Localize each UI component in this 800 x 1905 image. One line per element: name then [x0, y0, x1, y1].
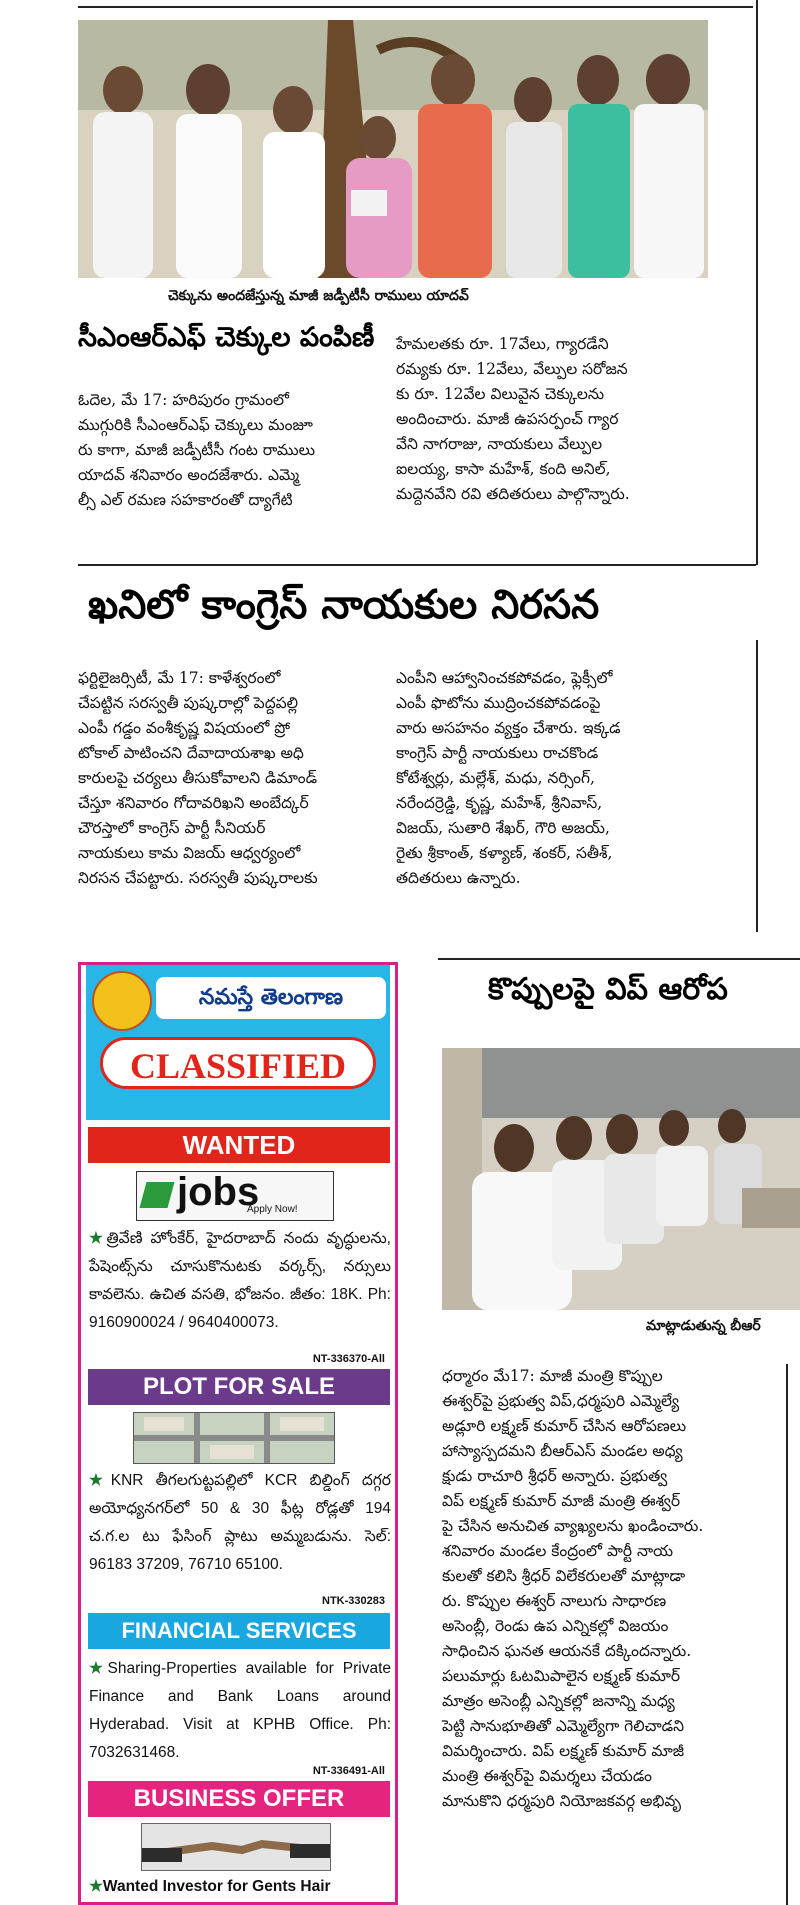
- plot-band: PLOT FOR SALE: [88, 1369, 390, 1405]
- jobs-logo-text: jobs: [177, 1170, 260, 1214]
- story3-caption: మాట్లాడుతున్న బీఆర్: [646, 1318, 761, 1334]
- wanted-body: త్రివేణి హోంకేర్, హైదరాబాద్ నందు వృద్ధులను, పేషెంట్స్‌ను చూసుకొనుటకు వర్కర్స్, నర్సులు కావలెను. ఉచిత వసతి, భోజనం. జీతం: 18K. Ph: 9160900024 / 9640400073.: [89, 1230, 391, 1331]
- story3-right-rule: [786, 1364, 788, 1905]
- story3-body-text: ధర్మారం మే17: మాజీ మంత్రి కొప్పుల ఈశ్వర్‌పై ప్రభుత్వ విప్,ధర్మపురి ఎమ్మెల్యే అడ్లూరి లక్ష్మణ్ కుమార్ చేసిన ఆరోపణలు హాస్యాస్పదమని బీఆర్ఎస్ మండల అధ్య క్షుడు రాచూరి శ్రీధర్ అన్నారు. ప్రభుత్వ విప్ లక్ష్మణ్ కుమార్ మాజీ మంత్రి ఈశ్వర్ పై చేసిన అనుచిత వ్యాఖ్యలను ఖండించారు. శనివారం మండల కేంద్రంలో పార్టీ నాయ కులతో కలిసి శ్రీధర్ విలేకరులతో మాట్లాడా రు. కొప్పుల ఈశ్వర్ నాలుగు సాధారణ అసెంబ్లీ, రెండు ఉప ఎన్నికల్లో విజయం సాధించిన ఘనత ఆయనకే దక్కిందన్నారు. పలుమార్లు ఓటమిపాలైన లక్ష్మణ్ కుమార్ మాత్రం అసెంబ్లీ ఎన్నికల్లో జనాన్ని మధ్య పెట్టి సానుభూతితో ఎమ్మెల్యేగా గెలిచాడని విమర్శించారు. విప్ లక్ష్మణ్ కుమార్ మాజీ మంత్రి ఈశ్వర్‌పై విమర్శలు చేయడం మానుకొని ధర్మపురి నియోజకవర్గ అభివృ: [442, 1367, 704, 1810]
- jobs-logo-tagline: Apply Now!: [247, 1204, 298, 1215]
- financial-band: FINANCIAL SERVICES: [88, 1613, 390, 1649]
- story2-col2-text: ఎంపీని ఆహ్వానించకపోవడం, ఫ్లెక్సీలో ఎంపీ ఫొటోను ముద్రించకపోవడంపై వారు అసహనం వ్యక్తం చేశారు. ఇక్కడ కాంగ్రెస్ పార్టీ నాయకులు రాచకొండ కోటేశ్వర్లు, మల్లేశ్, మధు, నర్సింగ్, నరేందర్రెడ్డి, కృష్ణ, మహేశ్, శ్రీనివాస్, విజయ్, సుతారి శేఖర్, గౌరి అజయ్, రైతు శ్రీకాంత్, కళ్యాణ్, శంకర్, సతీశ్, తదితరులు ఉన్నారు.: [396, 669, 621, 887]
- classified-ad: [78, 962, 398, 1905]
- story3-photo: [442, 1048, 800, 1310]
- plot-body: KNR తీగలగుట్టపల్లిలో KCR బిల్డింగ్ దగ్గర అయోధ్యనగర్‌లో 50 & 30 ఫీట్ల రోడ్లతో 194 చ.గ.ల టు ఫేసింగ్ ప్లాటు అమ్మబడును. సెల్: 96183 37209, 76710 65100.: [89, 1472, 391, 1573]
- plot-text: [89, 1467, 391, 1579]
- story2-headline: ఖనిలో కాంగ్రెస్ నాయకుల నిరసన: [88, 582, 600, 628]
- masthead-title: నమస్తే తెలంగాణ: [156, 977, 386, 1019]
- story2-col1-text: ఫర్టిలైజర్సిటీ, మే 17: కాళేశ్వరంలో చేపట్టిన సరస్వతీ పుష్కరాల్లో పెద్దపల్లి ఎంపీ గడ్డం వంశీకృష్ణ విషయంలో ప్రో టోకాల్ పాటించని దేవాదాయశాఖ అధి కారులపై చర్యలు తీసుకోవాలని డిమాండ్ చేస్తూ శనివారం గోదావరిఖని అంబేద్కర్ చౌరస్తాలో కాంగ్రెస్ పార్టీ సీనియర్ నాయకులు కామ విజయ్ ఆధ్వర్యంలో నిరసన చేపట్టారు. సరస్వతీ పుష్కరాలకు: [78, 669, 318, 887]
- classified-title: CLASSIFIED: [100, 1037, 376, 1089]
- story1-headline: సీఎంఆర్ఎఫ్ చెక్కుల పంపిణీ: [78, 322, 375, 353]
- handshake-image: [141, 1823, 331, 1871]
- financial-ref: NT-336491-All: [312, 1765, 385, 1777]
- star-icon: ★: [89, 1472, 111, 1489]
- financial-body: Sharing-Properties available for Private Finance and Bank Loans around Hyderabad. Visit at KPHB Office. Ph: 7032631468.: [89, 1660, 391, 1761]
- plot-ref: NTK-330283: [322, 1595, 385, 1607]
- story2-column-1: [78, 666, 378, 891]
- goddess-emblem-icon: [92, 971, 152, 1031]
- story3-headline: కొప్పులపై విప్ ఆరోప: [488, 972, 728, 1007]
- wanted-band: WANTED: [88, 1127, 390, 1163]
- jobs-logo: [136, 1171, 334, 1221]
- wanted-ref: NT-336370-All: [312, 1353, 385, 1365]
- story1-col1-text: ఓదెల, మే 17: హరిపురం గ్రామంలో ముగ్గురికి సీఎంఆర్ఎఫ్ చెక్కులు మంజూ రు కాగా, మాజీ జడ్పీటీసీ గంట రాములు యాదవ్ శనివారం అందజేశారు. ఎమ్మె ల్సీ ఎల్ రమణ సహకారంతో ద్యాగేటి: [78, 391, 315, 509]
- classified-header: [86, 965, 390, 1120]
- column-rule-right: [756, 0, 758, 565]
- meeting-photo-illustration: [442, 1048, 800, 1310]
- business-band: BUSINESS OFFER: [88, 1781, 390, 1817]
- story3-body-column: [442, 1364, 772, 1814]
- story1-photo: [78, 20, 708, 278]
- story1-column-1: [78, 388, 378, 513]
- top-rule: [78, 6, 753, 8]
- business-body: Wanted Investor for Gents Hair: [102, 1878, 331, 1895]
- story2-right-rule: [756, 640, 758, 932]
- plot-layout-illustration: [134, 1413, 334, 1463]
- jobs-logo-icon: [140, 1182, 175, 1208]
- financial-text: [89, 1655, 391, 1767]
- story3-top-rule: [438, 958, 800, 960]
- handshake-illustration: [142, 1824, 330, 1870]
- star-icon: ★: [89, 1878, 103, 1895]
- story2-column-2: [396, 666, 708, 891]
- story1-caption: చెక్కును అందజేస్తున్న మాజీ జడ్పీటీసీ రాములు యాదవ్: [168, 288, 469, 304]
- wanted-text: [89, 1225, 391, 1337]
- plot-layout-image: [133, 1412, 335, 1464]
- star-icon: ★: [89, 1660, 108, 1677]
- story-divider: [78, 564, 756, 566]
- business-text: [89, 1873, 391, 1901]
- star-icon: ★: [89, 1230, 107, 1247]
- story1-column-2: [396, 332, 708, 507]
- story1-col2-text: హేమలతకు రూ. 17వేలు, గ్యారడేని రమ్యకు రూ. 12వేలు, వేల్పుల సరోజన కు రూ. 12వేల విలువైన చెక్కులను అందించారు. మాజీ ఉపసర్పంచ్ గ్యార వేని నాగరాజు, నాయకులు వేల్పుల ఐలయ్య, కాసా మహేశ్, కంది అనిల్, మద్దెనవేని రవి తదితరులు పాల్గొన్నారు.: [396, 335, 630, 503]
- group-photo-illustration: [78, 20, 708, 278]
